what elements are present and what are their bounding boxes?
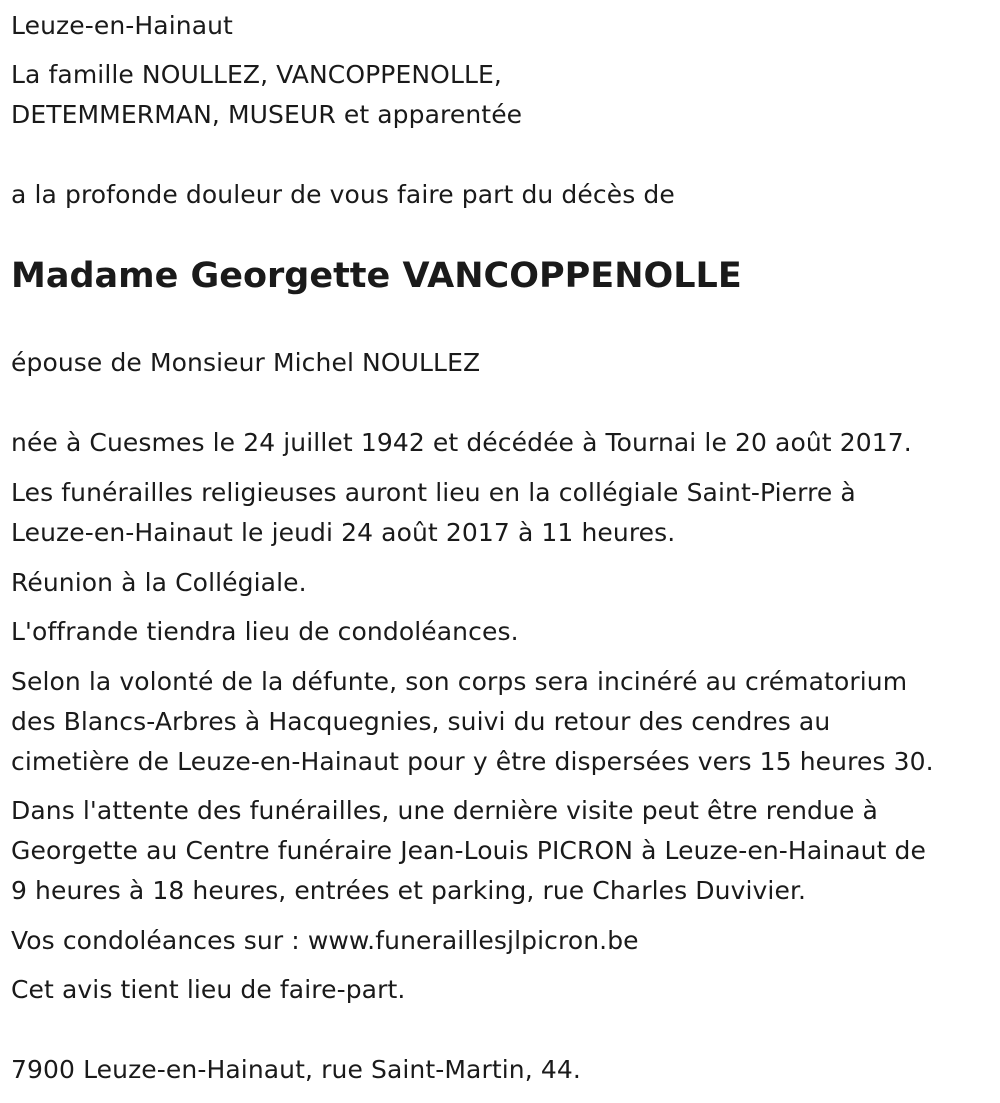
address-text: 7900 Leuze-en-Hainaut, rue Saint-Martin, 44. — [11, 1055, 581, 1084]
family-line-1: La famille NOULLEZ, VANCOPPENOLLE, — [11, 60, 502, 89]
cremation-block — [11, 662, 934, 782]
condolences-text: Vos condoléances sur : www.funeraillesjlpicron.be — [11, 926, 639, 955]
funeral-line-2: Leuze-en-Hainaut le jeudi 24 août 2017 à 11 heures. — [11, 518, 676, 547]
announcement-text: a la profonde douleur de vous faire part du décès de — [11, 180, 675, 209]
birth-death-text: née à Cuesmes le 24 juillet 1942 et décédée à Tournai le 20 août 2017. — [11, 428, 912, 457]
visit-block — [11, 791, 926, 911]
notice-text: Cet avis tient lieu de faire-part. — [11, 975, 406, 1004]
location-header: Leuze-en-Hainaut — [11, 11, 233, 40]
cremation-line-2: des Blancs-Arbres à Hacquegnies, suivi du retour des cendres au — [11, 707, 831, 736]
visit-line-1: Dans l'attente des funérailles, une dernière visite peut être rendue à — [11, 796, 878, 825]
family-line-2: DETEMMERMAN, MUSEUR et apparentée — [11, 100, 523, 129]
deceased-name: Madame Georgette VANCOPPENOLLE — [11, 256, 742, 296]
funeral-block — [11, 473, 856, 553]
cremation-line-1: Selon la volonté de la défunte, son corps sera incinéré au crématorium — [11, 667, 908, 696]
family-block — [11, 55, 522, 135]
cremation-line-3: cimetière de Leuze-en-Hainaut pour y être dispersées vers 15 heures 30. — [11, 747, 934, 776]
funeral-line-1: Les funérailles religieuses auront lieu en la collégiale Saint-Pierre à — [11, 478, 856, 507]
visit-line-2: Georgette au Centre funéraire Jean-Louis PICRON à Leuze-en-Hainaut de — [11, 836, 927, 865]
offering-text: L'offrande tiendra lieu de condoléances. — [11, 617, 519, 646]
spouse-text: épouse de Monsieur Michel NOULLEZ — [11, 348, 481, 377]
visit-line-3: 9 heures à 18 heures, entrées et parking, rue Charles Duvivier. — [11, 876, 807, 905]
meeting-text: Réunion à la Collégiale. — [11, 568, 307, 597]
